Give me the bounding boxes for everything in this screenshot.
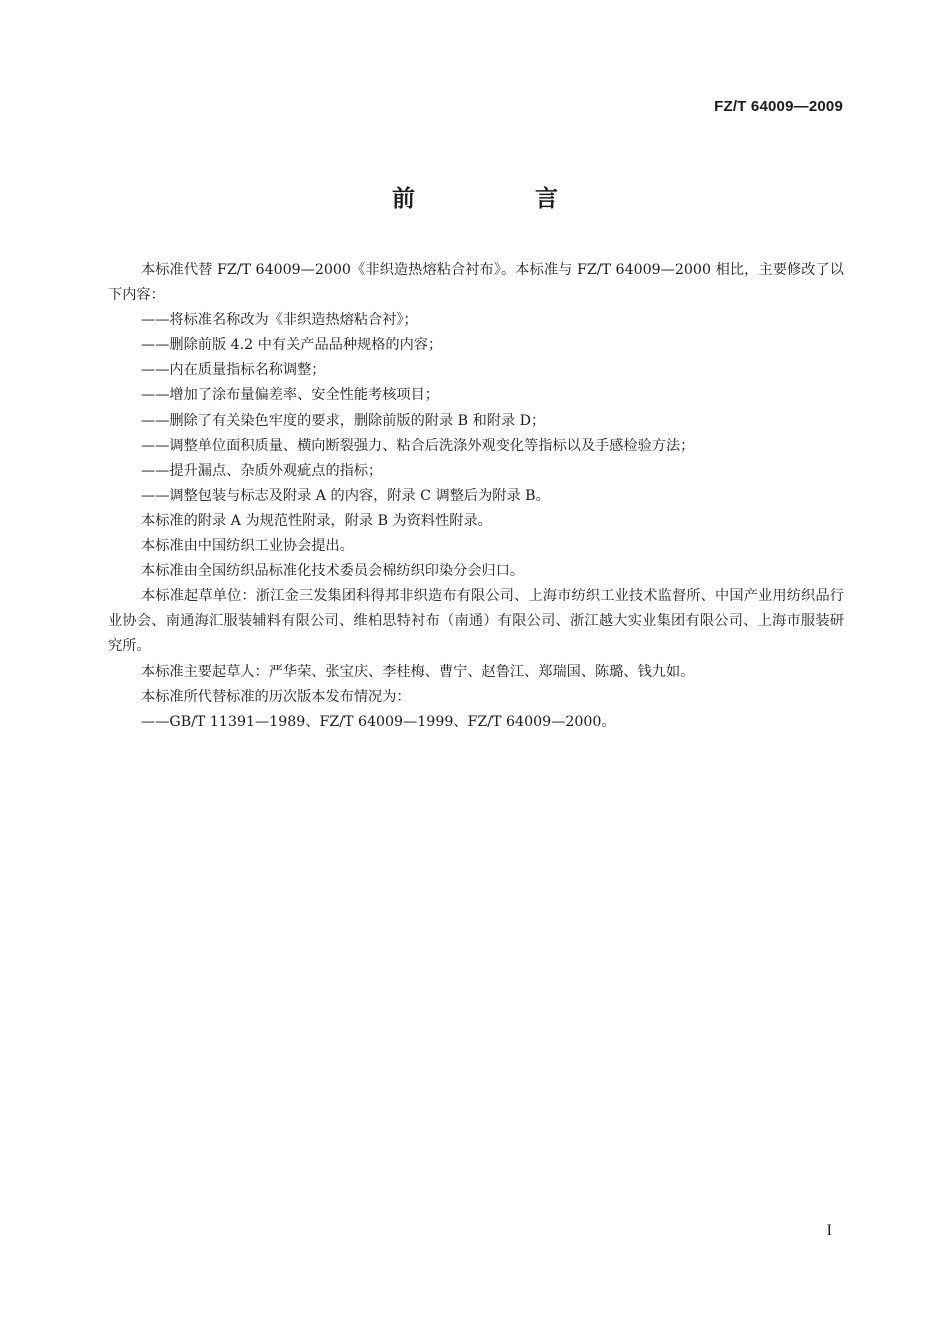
list-item-add-coating: ——增加了涂布量偏差率、安全性能考核项目； (141, 387, 439, 404)
paragraph-appendix: 本标准的附录 A 为规范性附录，附录 B 为资料性附录。 (141, 512, 492, 529)
paragraph-drafters: 本标准主要起草人：严华荣、张宝庆、李桂梅、曹宁、赵鲁江、郑瑞国、陈璐、钱九如。 (141, 663, 695, 680)
list-item-defects: ——提升漏点、杂质外观疵点的指标； (141, 462, 383, 479)
paragraph-drafting-units: 本标准起草单位：浙江金三发集团科得邦非织造布有限公司、上海市纺织工业技术监督所、中国产业用纺织品行业协会、南通海汇服装辅料有限公司、维柏思特衬布（南通）有限公司、浙江越大实业集团有限公司、上海市服装研究所。 (108, 588, 844, 655)
list-item-delete-colorfastness: ——删除了有关染色牢度的要求，删除前版的附录 B 和附录 D； (141, 412, 546, 429)
paragraph-replacement-intro: 本标准代替 FZ/T 64009—2000《非织造热熔粘合衬布》。本标准与 FZ/T 64009—2000 相比，主要修改了以下内容： (108, 262, 844, 304)
paragraph-committee: 本标准由全国纺织品标准化技术委员会棉纺织印染分会归口。 (141, 563, 525, 580)
list-item-delete-spec: ——删除前版 4.2 中有关产品品种规格的内容； (141, 337, 443, 354)
paragraph-proposer: 本标准由中国纺织工业协会提出。 (141, 538, 354, 555)
page-number: I (826, 1222, 832, 1239)
list-item-quality-index: ——内在质量指标名称调整； (141, 362, 326, 379)
paragraph-history-intro: 本标准所代替标准的历次版本发布情况为： (141, 688, 411, 705)
list-item-packaging: ——调整包装与标志及附录 A 的内容，附录 C 调整后为附录 B。 (141, 487, 550, 504)
page-title: 前 言 (391, 186, 614, 212)
list-item-adjust-methods: ——调整单位面积质量、横向断裂强力、粘合后洗涤外观变化等指标以及手感检验方法； (141, 437, 695, 454)
body-text (108, 258, 844, 735)
list-item-rename: ——将标准名称改为《非织造热熔粘合衬》； (141, 312, 418, 329)
paragraph-history-versions: ——GB/T 11391—1989、FZ/T 64009—1999、FZ/T 64009—2000。 (141, 713, 616, 730)
standard-code: FZ/T 64009—2009 (714, 98, 843, 115)
